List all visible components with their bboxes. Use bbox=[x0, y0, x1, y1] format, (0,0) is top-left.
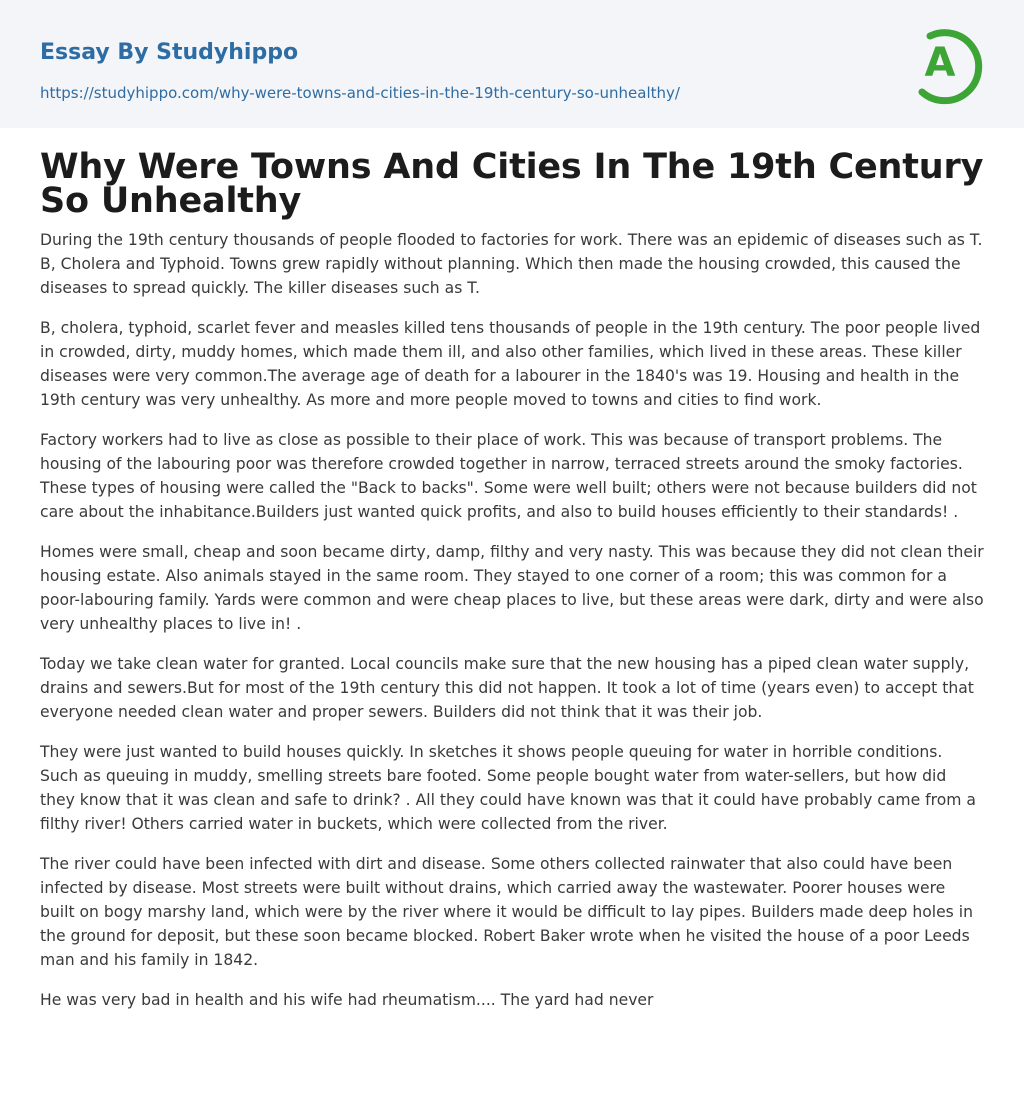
brand-title[interactable]: Essay By Studyhippo bbox=[40, 40, 299, 65]
logo-letter: A bbox=[924, 40, 956, 86]
article-body bbox=[0, 147, 1024, 1012]
studyhippo-logo-icon[interactable] bbox=[912, 18, 988, 106]
article-paragraph-8: He was very bad in health and his wife had rheumatism.... The yard had never bbox=[40, 991, 654, 1009]
article-paragraph-6: They were just wanted to build houses quickly. In sketches it shows people queuing for water in horrible conditions. Such as queuing in muddy, smelling streets bare footed. Some people bought water from water-sellers, but how did they know that it was clean and safe to drink? . All they could have known was that it could have probably came from a filthy river! Others carried water in buckets, which were collected from the river. bbox=[40, 743, 976, 833]
source-url-link[interactable]: https://studyhippo.com/why-were-towns-and-cities-in-the-19th-century-so-unhealthy/ bbox=[40, 84, 680, 102]
article-paragraph-5: Today we take clean water for granted. Local councils make sure that the new housing has a piped clean water supply, drains and sewers.But for most of the 19th century this did not happen. It took a lot of time (years even) to accept that everyone needed clean water and proper sewers. Builders did not think that it was their job. bbox=[40, 655, 974, 721]
page-title: Why Were Towns And Cities In The 19th Century So Unhealthy bbox=[40, 147, 984, 221]
article-paragraph-2: B, cholera, typhoid, scarlet fever and measles killed tens thousands of people in the 19th century. The poor people lived in crowded, dirty, muddy homes, which made them ill, and also other families, which lived in these areas. These killer diseases were very common.The average age of death for a labourer in the 1840's was 19. Housing and health in the 19th century was very unhealthy. As more and more people moved to towns and cities to find work. bbox=[40, 319, 981, 409]
site-header bbox=[0, 0, 1024, 128]
article-paragraph-7: The river could have been infected with dirt and disease. Some others collected rainwater that also could have been infected by disease. Most streets were built without drains, which carried away the wastewater. Poorer houses were built on bogy marshy land, which were by the river where it would be difficult to lay pipes. Builders made deep holes in the ground for deposit, but these soon became blocked. Robert Baker wrote when he visited the house of a poor Leeds man and his family in 1842. bbox=[40, 855, 973, 969]
article-paragraph-4: Homes were small, cheap and soon became dirty, damp, filthy and very nasty. This was because they did not clean their housing estate. Also animals stayed in the same room. They stayed to one corner of a room; this was common for a poor-labouring family. Yards were common and were cheap places to live, but these areas were dark, dirty and were also very unhealthy places to live in! . bbox=[40, 543, 984, 633]
article-paragraph-1: During the 19th century thousands of people flooded to factories for work. There was an epidemic of diseases such as T. B, Cholera and Typhoid. Towns grew rapidly without planning. Which then made the housing crowded, this caused the diseases to spread quickly. The killer diseases such as T. bbox=[40, 231, 983, 297]
article-paragraph-3: Factory workers had to live as close as possible to their place of work. This was because of transport problems. The housing of the labouring poor was therefore crowded together in narrow, terraced streets around the smoky factories. These types of housing were called the "Back to backs". Some were well built; others were not because builders did not care about the inhabitance.Builders just wanted quick profits, and also to build houses efficiently to their standards! . bbox=[40, 431, 977, 521]
